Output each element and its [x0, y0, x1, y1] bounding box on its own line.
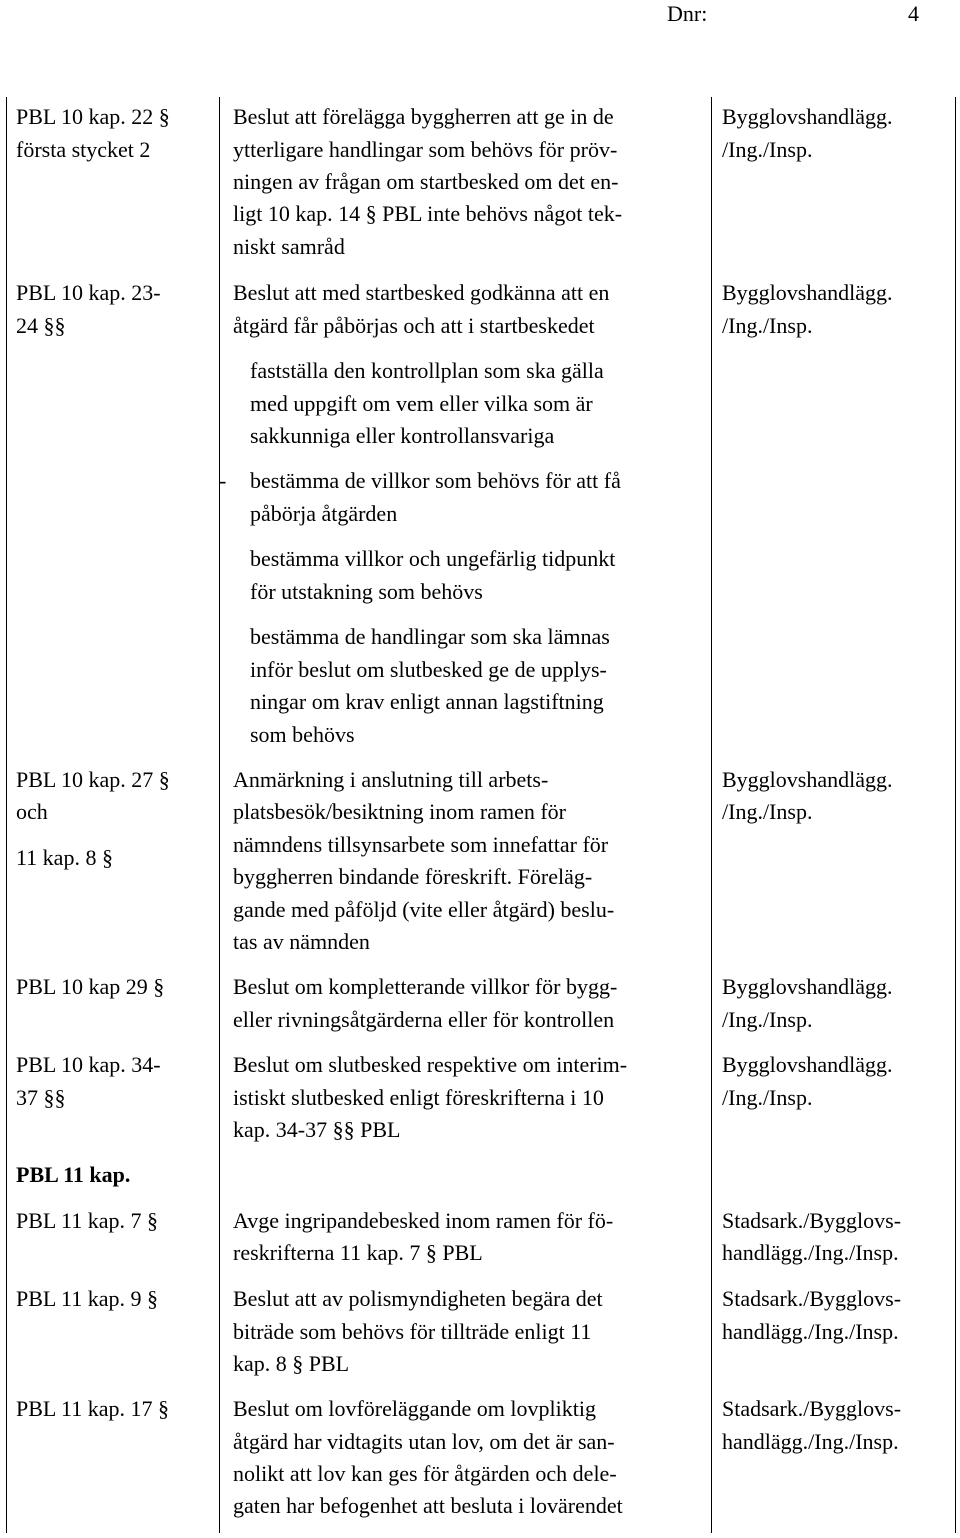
bullet-item-line: inför beslut om slutbesked ge de upplys- [250, 657, 607, 682]
row-ref-line: PBL 10 kap. 22 § [16, 104, 170, 129]
row-decision-line: platsbesök/besiktning inom ramen för [233, 799, 566, 824]
row-decision-line: niskt samråd [233, 234, 345, 259]
row-decision-line: åtgärd har vidtagits utan lov, om det är san- [233, 1429, 615, 1454]
row-decision-line: Beslut att med startbesked godkänna att en [233, 280, 610, 305]
row-delegate-line: /Ing./Insp. [722, 137, 813, 162]
row-ref-line: PBL 10 kap 29 § [16, 974, 165, 999]
row-delegate-line: Stadsark./Bygglovs- [722, 1396, 902, 1421]
row-decision-line: Beslut om kompletterande villkor för bygg- [233, 974, 618, 999]
row-decision-line: åtgärd får påbörjas och att i startbeskedet [233, 313, 595, 338]
row-delegate-line: /Ing./Insp. [722, 1007, 813, 1032]
row-delegate-line: handlägg./Ing./Insp. [722, 1429, 899, 1454]
row-delegate-line: /Ing./Insp. [722, 799, 813, 824]
row-delegate-line: Bygglovshandlägg. [722, 280, 893, 305]
row-decision-line: kap. 34-37 §§ PBL [233, 1117, 401, 1142]
row-decision-line: Beslut att av polismyndigheten begära det [233, 1286, 603, 1311]
row-decision-line: nolikt att lov kan ges för åtgärden och dele- [233, 1461, 617, 1486]
row-decision-line: gaten har befogenhet att besluta i lovärendet [233, 1493, 623, 1518]
table-border-right [955, 97, 956, 1533]
bullet-item-line: bestämma de villkor som behövs för att få [250, 468, 621, 493]
row-delegate-line: handlägg./Ing./Insp. [722, 1240, 899, 1265]
row-delegate-line: Stadsark./Bygglovs- [722, 1208, 902, 1233]
column-divider-2 [711, 97, 712, 1533]
bullet-item-line: påbörja åtgärden [250, 501, 398, 526]
row-decision-line: Beslut att förelägga byggherren att ge in de [233, 104, 614, 129]
row-decision-line: kap. 8 § PBL [233, 1351, 350, 1376]
row-delegate-line: Stadsark./Bygglovs- [722, 1286, 902, 1311]
row-delegate-line: Bygglovshandlägg. [722, 104, 893, 129]
bullet-item-line: med uppgift om vem eller vilka som är [250, 391, 593, 416]
row-ref-line: PBL 10 kap. 27 § [16, 767, 170, 792]
bullet-item-line: sakkunniga eller kontrollansvariga [250, 423, 555, 448]
section-heading: PBL 11 kap. [16, 1162, 131, 1187]
row-decision-line: tas av nämnden [233, 929, 370, 954]
row-delegate-line: Bygglovshandlägg. [722, 1052, 893, 1077]
row-ref-line: PBL 10 kap. 23- [16, 280, 161, 305]
row-decision-line: Beslut om slutbesked respektive om interim- [233, 1052, 628, 1077]
row-ref-line: och [16, 799, 48, 824]
bullet-item-line: bestämma de handlingar som ska lämnas [250, 624, 610, 649]
row-ref-line: 11 kap. 8 § [16, 845, 113, 870]
bullet-item-line: bestämma villkor och ungefärlig tidpunkt [250, 546, 616, 571]
row-decision-line: ytterligare handlingar som behövs för pröv- [233, 137, 618, 162]
row-decision-line: ligt 10 kap. 14 § PBL inte behövs något tek- [233, 201, 623, 226]
row-delegate-line: /Ing./Insp. [722, 313, 813, 338]
row-decision-line: gande med påföljd (vite eller åtgärd) beslu- [233, 897, 615, 922]
bullet-item-line: fastställa den kontrollplan som ska gälla [250, 358, 604, 383]
row-decision-line: byggherren bindande föreskrift. Föreläg- [233, 864, 593, 889]
table-border-left [6, 97, 7, 1533]
row-ref-line: PBL 11 kap. 7 § [16, 1208, 158, 1233]
bullet-item-line: ningar om krav enligt annan lagstiftning [250, 689, 604, 714]
column-divider-1 [219, 97, 220, 1533]
page-number: 4 [908, 1, 919, 26]
row-decision-line: Beslut om lovföreläggande om lovpliktig [233, 1396, 596, 1421]
row-delegate-line: Bygglovshandlägg. [722, 974, 893, 999]
row-ref-line: första stycket 2 [16, 137, 151, 162]
row-ref-line: 37 §§ [16, 1085, 66, 1110]
row-decision-line: Anmärkning i anslutning till arbets- [233, 767, 549, 792]
row-decision-line: biträde som behövs för tillträde enligt 11 [233, 1319, 592, 1344]
row-decision-line: eller rivningsåtgärderna eller för kontrollen [233, 1007, 615, 1032]
row-delegate-line: /Ing./Insp. [722, 1085, 813, 1110]
row-decision-line: ningen av frågan om startbesked om det en- [233, 169, 619, 194]
row-ref-line: 24 §§ [16, 313, 66, 338]
row-delegate-line: handlägg./Ing./Insp. [722, 1319, 899, 1344]
dnr-label: Dnr: [667, 1, 708, 26]
row-decision-line: reskrifterna 11 kap. 7 § PBL [233, 1240, 483, 1265]
row-ref-line: PBL 11 kap. 17 § [16, 1396, 169, 1421]
bullet-dash: - [219, 468, 227, 493]
bullet-item-line: som behövs [250, 722, 355, 747]
row-ref-line: PBL 10 kap. 34- [16, 1052, 161, 1077]
row-decision-line: Avge ingripandebesked inom ramen för fö- [233, 1208, 614, 1233]
row-delegate-line: Bygglovshandlägg. [722, 767, 893, 792]
row-ref-line: PBL 11 kap. 9 § [16, 1286, 158, 1311]
row-decision-line: istiskt slutbesked enligt föreskrifterna i 10 [233, 1085, 604, 1110]
bullet-item-line: för utstakning som behövs [250, 579, 483, 604]
row-decision-line: nämndens tillsynsarbete som innefattar för [233, 832, 609, 857]
